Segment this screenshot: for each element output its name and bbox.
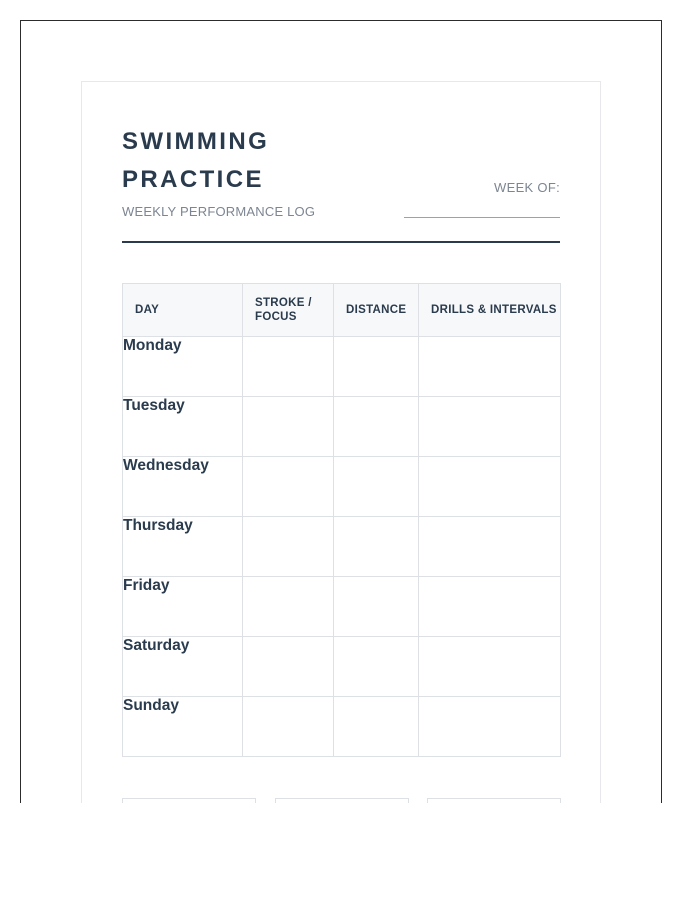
distance-cell[interactable]: [334, 337, 419, 397]
table-row: [123, 577, 561, 637]
practice-log-sheet: [81, 81, 601, 803]
day-cell: Tuesday: [123, 397, 243, 457]
summary-box[interactable]: [122, 798, 256, 803]
document-viewport[interactable]: [20, 20, 662, 803]
day-cell: Sunday: [123, 697, 243, 757]
drills-intervals-cell[interactable]: [419, 637, 561, 697]
drills-intervals-cell[interactable]: [419, 397, 561, 457]
stroke-focus-cell[interactable]: [243, 337, 334, 397]
summary-box[interactable]: [275, 798, 409, 803]
distance-cell[interactable]: [334, 457, 419, 517]
title-line-2: PRACTICE: [122, 166, 264, 193]
drills-intervals-cell[interactable]: [419, 577, 561, 637]
day-cell: Wednesday: [123, 457, 243, 517]
drills-intervals-cell[interactable]: [419, 697, 561, 757]
stroke-focus-cell[interactable]: [243, 397, 334, 457]
stroke-focus-cell[interactable]: [243, 517, 334, 577]
column-header-distance: DISTANCE: [334, 284, 419, 337]
column-header-stroke-focus: STROKE / FOCUS: [243, 284, 334, 337]
table-row: [123, 397, 561, 457]
distance-cell[interactable]: [334, 397, 419, 457]
stroke-focus-cell[interactable]: [243, 637, 334, 697]
column-header-drills-intervals: DRILLS & INTERVALS: [419, 284, 561, 337]
distance-cell[interactable]: [334, 637, 419, 697]
table-row: [123, 637, 561, 697]
table-row: [123, 337, 561, 397]
table-header-row: [123, 284, 561, 337]
title-line-1: SWIMMING: [122, 128, 270, 155]
drills-intervals-cell[interactable]: [419, 337, 561, 397]
distance-cell[interactable]: [334, 697, 419, 757]
day-cell: Saturday: [123, 637, 243, 697]
day-cell: Friday: [123, 577, 243, 637]
stroke-focus-cell[interactable]: [243, 697, 334, 757]
table-row: [123, 517, 561, 577]
subtitle: WEEKLY PERFORMANCE LOG: [122, 204, 316, 219]
distance-cell[interactable]: [334, 517, 419, 577]
header-divider: [122, 241, 560, 243]
week-of-field[interactable]: [404, 217, 560, 218]
week-of-label: WEEK OF:: [494, 180, 560, 195]
drills-intervals-cell[interactable]: [419, 457, 561, 517]
stroke-focus-cell[interactable]: [243, 577, 334, 637]
table-row: [123, 697, 561, 757]
weekly-log-table: [122, 283, 561, 757]
drills-intervals-cell[interactable]: [419, 517, 561, 577]
column-header-day: DAY: [123, 284, 243, 337]
table-row: [123, 457, 561, 517]
summary-box[interactable]: [427, 798, 561, 803]
distance-cell[interactable]: [334, 577, 419, 637]
stroke-focus-cell[interactable]: [243, 457, 334, 517]
day-cell: Monday: [123, 337, 243, 397]
day-cell: Thursday: [123, 517, 243, 577]
